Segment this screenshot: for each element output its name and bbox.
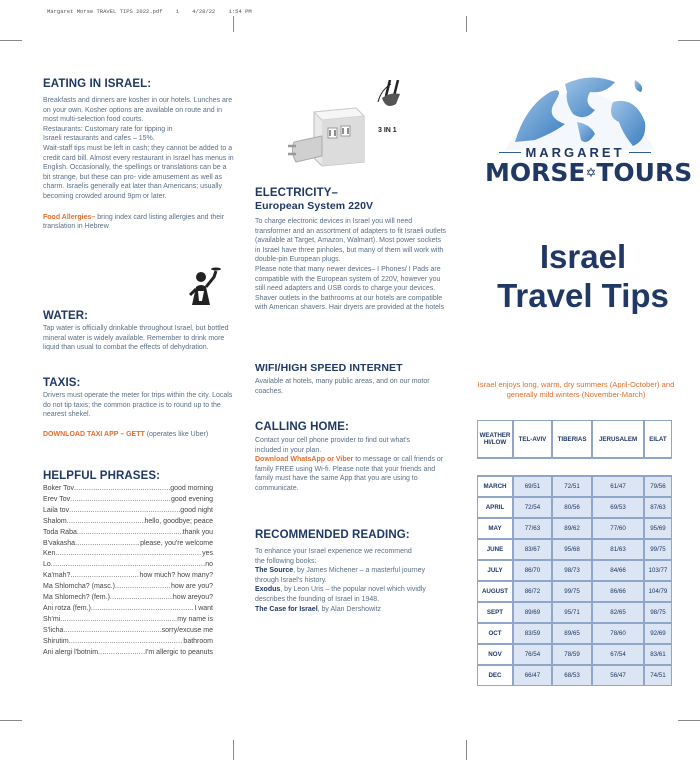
phrase-row (43, 517, 213, 528)
phrase-meaning: I'm allergic to peanuts (145, 648, 213, 656)
eating-heading: EATING IN ISRAEL: (43, 78, 152, 90)
weather-table (477, 420, 672, 686)
phrase-row (43, 626, 213, 637)
phrase-term: Shalom (43, 517, 67, 525)
phrase-term: Ani alergi l'botnim (43, 648, 99, 656)
brand-rule (629, 152, 651, 154)
book-item (255, 566, 447, 585)
weather-value: 82/65 (592, 602, 644, 623)
taxis-section (43, 377, 235, 439)
crop-mark (678, 720, 700, 721)
weather-month: DEC (477, 665, 513, 686)
allergy-label: Food Allergies– (43, 213, 96, 221)
weather-value: 67/54 (592, 644, 644, 665)
weather-value: 98/73 (552, 560, 592, 581)
globe-logo-icon (495, 62, 665, 157)
weather-month: AUGUST (477, 581, 513, 602)
weather-row (477, 560, 672, 581)
phrase-meaning: hello, goodbye; peace (144, 517, 213, 525)
weather-value: 104/79 (644, 581, 672, 602)
phrase-meaning: no (205, 561, 213, 569)
left-column (43, 78, 235, 232)
phrase-meaning: please, you're welcome (140, 539, 213, 547)
phrases-section (43, 470, 213, 659)
allergy-note (43, 213, 235, 232)
cover-title-line2: Travel Tips (497, 277, 669, 314)
leader-dots (69, 637, 184, 648)
weather-value: 76/54 (513, 644, 552, 665)
phrase-term: Ka'mah? (43, 572, 71, 580)
phrase-term: S'licha (43, 626, 64, 634)
leader-dots (91, 604, 194, 615)
leader-dots (67, 517, 145, 528)
phrase-term: Toda Raba (43, 528, 77, 536)
crop-mark (466, 740, 467, 760)
leader-dots (51, 560, 205, 571)
weather-value: 86/70 (513, 560, 552, 581)
weather-month: MARCH (477, 476, 513, 497)
phrase-term: Shirutim (43, 637, 69, 645)
book-title: Exodus (255, 586, 281, 594)
crop-mark (233, 740, 234, 760)
phrase-term: B'vakasha (43, 539, 76, 547)
phrase-row (43, 582, 213, 593)
electricity-subheading: European System 220V (255, 200, 374, 212)
brand-name (485, 145, 693, 187)
calling-heading: CALLING HOME: (255, 421, 349, 433)
weather-row (477, 581, 672, 602)
phrase-row (43, 593, 213, 604)
weather-value: 84/66 (592, 560, 644, 581)
eating-p2: Restaurants: Customary rate for tipping in Israeli restaurants and cafes – 15%. (43, 125, 173, 143)
phrase-meaning: how much? how many? (139, 572, 213, 580)
weather-value: 72/51 (552, 476, 592, 497)
phrase-term: Laila tov (43, 506, 70, 514)
waiter-illustration (188, 265, 222, 310)
calling-p1: Contact your cell phone provider to find out what's included in your plan. (255, 437, 411, 454)
weather-row (477, 518, 672, 539)
phrase-term: Erev Tov (43, 495, 71, 503)
reading-heading: RECOMMENDED READING: (255, 529, 410, 541)
electricity-p1: To charge electronic devices in Israel you will need transformer and an assortment of adapters to fit Israeli outlets (available at Target, Amazon, Walmart). Most power sockets in Israel have three pinholes, but many of them will work with double-pin European plugs. (255, 218, 447, 264)
electricity-p2: Please note that many newer devices– I Phones/ I Pads are compatible with the European system of 220V, however you still need adapters and USB cords to charge your devices. Shaver outlets in the bathrooms at our hotels are compatible with American shavers. Hair dryers are provided at the hotels (255, 265, 445, 312)
leader-dots (63, 626, 161, 637)
weather-value: 89/69 (513, 602, 552, 623)
weather-value: 98/75 (644, 602, 672, 623)
weather-value: 81/63 (592, 539, 644, 560)
weather-value: 87/63 (644, 497, 672, 518)
phrase-meaning: how are you? (170, 583, 213, 591)
leader-dots (115, 582, 171, 593)
print-page: 1 (175, 8, 180, 15)
brand-line3: TOURS (596, 158, 693, 187)
phrase-meaning: sorry/excuse me (161, 626, 213, 634)
phrase-term: Ma Shlomcha? (masc.) (43, 583, 115, 591)
weather-value: 61/47 (592, 476, 644, 497)
whatsapp-label: Download WhatsApp or Viber (255, 456, 354, 464)
allergy-text: bring index card listing allergies and their translation in Hebrew (43, 213, 225, 231)
phrase-row (43, 637, 213, 648)
weather-value: 86/72 (513, 581, 552, 602)
phrases-heading: HELPFUL PHRASES: (43, 470, 161, 482)
leader-dots (75, 539, 140, 550)
phrase-row (43, 571, 213, 582)
weather-value: 68/53 (552, 665, 592, 686)
electricity-heading: ELECTRICITY– (255, 187, 338, 199)
weather-value: 80/56 (552, 497, 592, 518)
phrase-row (43, 604, 213, 615)
crop-mark (0, 40, 22, 41)
phrase-meaning: good evening (170, 495, 213, 503)
phrase-meaning: good morning (170, 485, 213, 492)
weather-value: 99/75 (644, 539, 672, 560)
taxi-app (43, 430, 235, 440)
phrase-term: Ani rotza (fem.) (43, 604, 91, 612)
weather-row (477, 665, 672, 686)
phrase-meaning: good night (180, 506, 213, 514)
weather-value: 78/59 (552, 644, 592, 665)
calling-p2-text: to message or call friends or family FREE using Wi-fi. Please note that your friends and family must have the same App that you are using to communicate. (255, 456, 444, 492)
eating-p3: Wait-staff tips must be left in cash; they cannot be added to a credit card bill. Almost every restaurant in Israel has menus in English. Occasionally, the spellings or translations can be a bit strange, but these can pro- vide amusement as well as charm. Israelis generally eat later than Americans; usually becoming crowded around 9pm or later. (43, 144, 234, 200)
weather-month: JUNE (477, 539, 513, 560)
phrase-term: Ken (43, 550, 56, 558)
weather-value: 95/71 (552, 602, 592, 623)
phrase-meaning: how areyou? (172, 594, 213, 602)
weather-value: 89/62 (552, 518, 592, 539)
climate-note: Israel enjoys long, warm, dry summers (April-October) and generally mild winters (November-March) (477, 380, 675, 399)
phrase-meaning: my name is (177, 615, 213, 623)
book-item (255, 585, 447, 604)
weather-month: APRIL (477, 497, 513, 518)
brand-rule (499, 152, 521, 154)
water-section (43, 310, 235, 353)
phrase-row (43, 560, 213, 571)
weather-value: 69/53 (592, 497, 644, 518)
weather-value: 72/54 (513, 497, 552, 518)
weather-value: 92/69 (644, 623, 672, 644)
cover-title (466, 238, 700, 316)
leader-dots (69, 506, 180, 517)
phrase-row (43, 528, 213, 539)
crop-mark (678, 40, 700, 41)
electricity-section (255, 187, 447, 313)
reading-section (255, 529, 447, 614)
leader-dots (70, 495, 171, 506)
weather-value: 83/61 (644, 644, 672, 665)
leader-dots (74, 484, 170, 495)
phrase-term: Boker Tov (43, 485, 74, 492)
weather-value: 69/51 (513, 476, 552, 497)
book-title: The Case for Israel (255, 605, 318, 613)
calling-p2 (255, 455, 447, 493)
weather-header-cell: WEATHER HI/LOW (477, 420, 513, 458)
weather-value: 77/60 (592, 518, 644, 539)
eating-p1: Breakfasts and dinners are kosher in our hotels. Lunches are on your own. Kosher options are available on route and in most multi-selection food courts. (43, 97, 233, 124)
weather-row (477, 497, 672, 518)
taxis-heading: TAXIS: (43, 377, 81, 389)
weather-value: 66/47 (513, 665, 552, 686)
phrase-row (43, 495, 213, 506)
calling-section (255, 421, 447, 494)
weather-header-cell: TEL-AVIV (513, 420, 552, 458)
weather-month: OCT (477, 623, 513, 644)
weather-month: MAY (477, 518, 513, 539)
brand-line2: MORSE (485, 158, 586, 187)
taxi-app-label: DOWNLOAD TAXI APP – GETT (43, 430, 145, 438)
phrase-row (43, 549, 213, 560)
leader-dots (110, 593, 173, 604)
wifi-section (255, 362, 447, 396)
weather-value: 99/75 (552, 581, 592, 602)
weather-value: 95/68 (552, 539, 592, 560)
phrase-row (43, 539, 213, 550)
weather-value: 77/63 (513, 518, 552, 539)
weather-spacer-row (477, 458, 672, 476)
phrase-meaning: bathroom (183, 637, 213, 645)
book-desc: , by James Michener – a masterful journey through Israel's history. (255, 567, 426, 584)
book-item (255, 605, 447, 615)
phrase-meaning: yes (202, 550, 213, 558)
taxis-text: Drivers must operate the meter for trips within the city. Locals do not tip taxis; the common practice is to round up to the nearest shekel. (43, 392, 233, 419)
taxi-app-note: (operates like Uber) (144, 430, 209, 438)
weather-header-row (477, 420, 672, 458)
weather-value: 83/67 (513, 539, 552, 560)
phrase-term: Ma Shlomech? (fem.) (43, 594, 110, 602)
print-filename: Margaret Morse TRAVEL TIPS 2022.pdf (47, 8, 163, 15)
weather-value: 83/59 (513, 623, 552, 644)
leader-dots (77, 528, 183, 539)
weather-row (477, 602, 672, 623)
weather-value: 56/47 (592, 665, 644, 686)
water-heading: WATER: (43, 310, 89, 322)
weather-value: 86/66 (592, 581, 644, 602)
star-of-david-icon: ✡ (585, 166, 597, 181)
adapter-label: 3 IN 1 (378, 127, 397, 134)
phrase-row (43, 506, 213, 517)
brand-line1: MARGARET (525, 145, 625, 160)
crop-mark (233, 16, 234, 32)
wifi-heading: WIFI/HIGH SPEED INTERNET (255, 362, 403, 374)
weather-row (477, 476, 672, 497)
crop-mark (0, 720, 22, 721)
phrase-meaning: I want (194, 604, 213, 612)
phrase-term: Lo (43, 561, 51, 569)
weather-value: 95/69 (644, 518, 672, 539)
weather-row (477, 644, 672, 665)
weather-header-cell: EILAT (644, 420, 672, 458)
crop-mark (466, 16, 467, 32)
book-title: The Source (255, 567, 294, 575)
weather-value: 103/77 (644, 560, 672, 581)
weather-month: NOV (477, 644, 513, 665)
weather-value: 89/65 (552, 623, 592, 644)
print-header (47, 8, 252, 15)
water-text: Tap water is officially drinkable throughout Israel, but bottled mineral water is widely available. Remember to drink more liquid than usual to combat the effects of dehydration. (43, 325, 229, 352)
phrase-row (43, 615, 213, 626)
weather-value: 79/56 (644, 476, 672, 497)
book-desc: , by Alan Dershowitz (317, 605, 382, 613)
reading-intro: To enhance your Israel experience we recommend the following books: (255, 548, 412, 565)
phrase-term: Sh'mi (43, 615, 61, 623)
adapter-illustration (286, 80, 406, 185)
leader-dots (70, 571, 139, 582)
weather-value: 74/51 (644, 665, 672, 686)
leader-dots (55, 549, 202, 560)
print-date: 4/28/22 (192, 8, 216, 15)
wifi-text: Available at hotels, many public areas, and on our motor coaches. (255, 378, 430, 395)
phrase-row (43, 484, 213, 495)
weather-month: JULY (477, 560, 513, 581)
weather-row (477, 623, 672, 644)
leader-dots (60, 615, 177, 626)
weather-header-cell: TIBERIAS (552, 420, 592, 458)
phrase-list (43, 484, 213, 659)
weather-row (477, 539, 672, 560)
leader-dots (98, 648, 145, 659)
weather-value: 78/60 (592, 623, 644, 644)
weather-month: SEPT (477, 602, 513, 623)
phrase-row (43, 648, 213, 659)
phrase-meaning: thank you (182, 528, 213, 536)
cover-title-line1: Israel (539, 238, 627, 275)
print-time: 1:54 PM (228, 8, 252, 15)
book-desc: , by Leon Uris – the popular novel which vividly describes the founding of Israel in 1948. (255, 586, 426, 603)
weather-header-cell: JERUSALEM (592, 420, 644, 458)
